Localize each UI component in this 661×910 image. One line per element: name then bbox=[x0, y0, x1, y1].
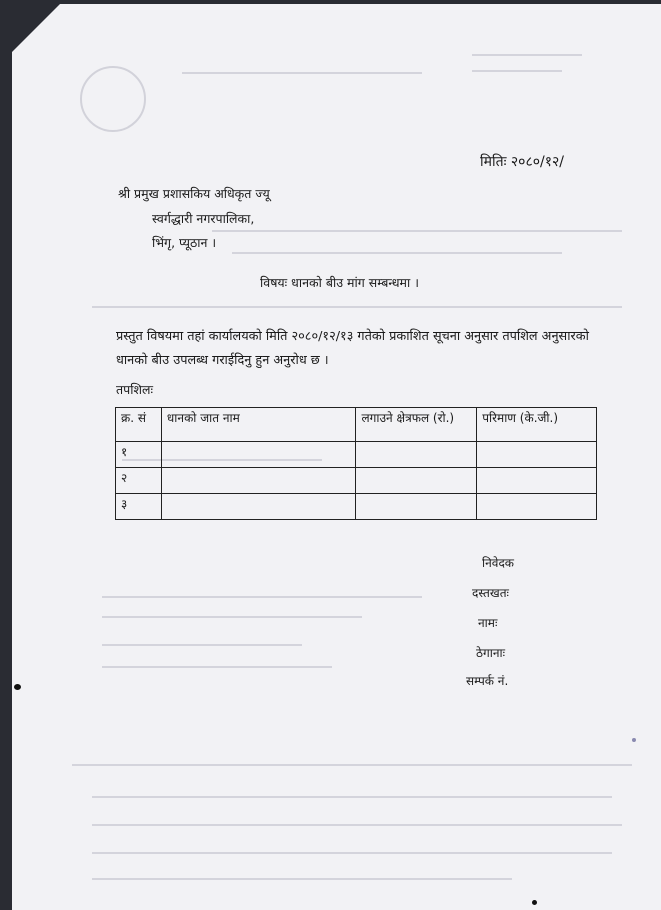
cell-area bbox=[356, 442, 477, 468]
cell-serial: २ bbox=[116, 468, 162, 494]
faint-show-through bbox=[102, 644, 302, 646]
name-label: नामः bbox=[478, 616, 498, 630]
faint-show-through bbox=[182, 72, 422, 74]
faint-show-through bbox=[92, 796, 612, 798]
applicant-label: निवेदक bbox=[482, 556, 515, 570]
recipient-line-1: श्री प्रमुख प्रशासकिय अधिकृत ज्यू bbox=[118, 186, 270, 201]
table-row bbox=[116, 442, 597, 468]
address-label: ठेगानाः bbox=[476, 646, 506, 660]
header-serial-no: क्र. सं bbox=[116, 408, 162, 442]
ink-speck bbox=[532, 900, 537, 905]
faint-show-through bbox=[472, 70, 562, 72]
table-row bbox=[116, 468, 597, 494]
letter-date: मितिः २०८०/१२/ bbox=[480, 154, 564, 170]
details-label: तपशिलः bbox=[116, 382, 153, 397]
table-row bbox=[116, 494, 597, 520]
cell-quantity bbox=[477, 494, 597, 520]
faint-show-through bbox=[102, 616, 362, 618]
header-quantity: परिमाण (के.जी.) bbox=[477, 408, 597, 442]
faint-show-through bbox=[102, 596, 422, 598]
header-area: लगाउने क्षेत्रफल (रो.) bbox=[356, 408, 477, 442]
faint-show-through bbox=[92, 878, 512, 880]
subject-line: विषयः धानको बीउ मांग सम्बन्धमा । bbox=[260, 275, 419, 290]
cell-variety bbox=[161, 442, 356, 468]
folded-corner bbox=[12, 4, 60, 52]
faint-seal-mark bbox=[80, 66, 146, 132]
faint-show-through bbox=[102, 666, 332, 668]
seed-request-table bbox=[115, 407, 597, 520]
table-header-row bbox=[116, 408, 597, 442]
cell-area bbox=[356, 468, 477, 494]
body-line-1: प्रस्तुत विषयमा तहां कार्यालयको मिति २०८०/१२/१३ गतेको प्रकाशित सूचना अनुसार तपशिल अनुसारको bbox=[116, 329, 589, 344]
body-line-2: धानको बीउ उपलब्ध गराईदिनु हुन अनुरोध छ । bbox=[116, 353, 329, 368]
document-page bbox=[12, 4, 661, 910]
cell-variety bbox=[161, 468, 356, 494]
faint-show-through bbox=[92, 306, 622, 308]
faint-show-through bbox=[212, 230, 622, 232]
recipient-line-3: भिंगृ, प्यूठान । bbox=[152, 235, 217, 250]
signature-label: दस्तखतः bbox=[472, 586, 509, 600]
faint-show-through bbox=[92, 852, 612, 854]
contact-number-label: सम्पर्क नं. bbox=[466, 674, 509, 688]
ink-speck bbox=[14, 684, 21, 690]
cell-serial: ३ bbox=[116, 494, 162, 520]
faint-show-through bbox=[92, 824, 622, 826]
faint-show-through bbox=[72, 764, 632, 766]
faint-show-through bbox=[232, 252, 562, 254]
cell-variety bbox=[161, 494, 356, 520]
faint-show-through bbox=[472, 54, 582, 56]
ink-speck bbox=[632, 738, 636, 742]
recipient-line-2: स्वर्गद्धारी नगरपालिका, bbox=[152, 211, 255, 226]
cell-area bbox=[356, 494, 477, 520]
cell-quantity bbox=[477, 468, 597, 494]
header-variety-name: धानको जात नाम bbox=[161, 408, 356, 442]
cell-quantity bbox=[477, 442, 597, 468]
cell-serial: १ bbox=[116, 442, 162, 468]
